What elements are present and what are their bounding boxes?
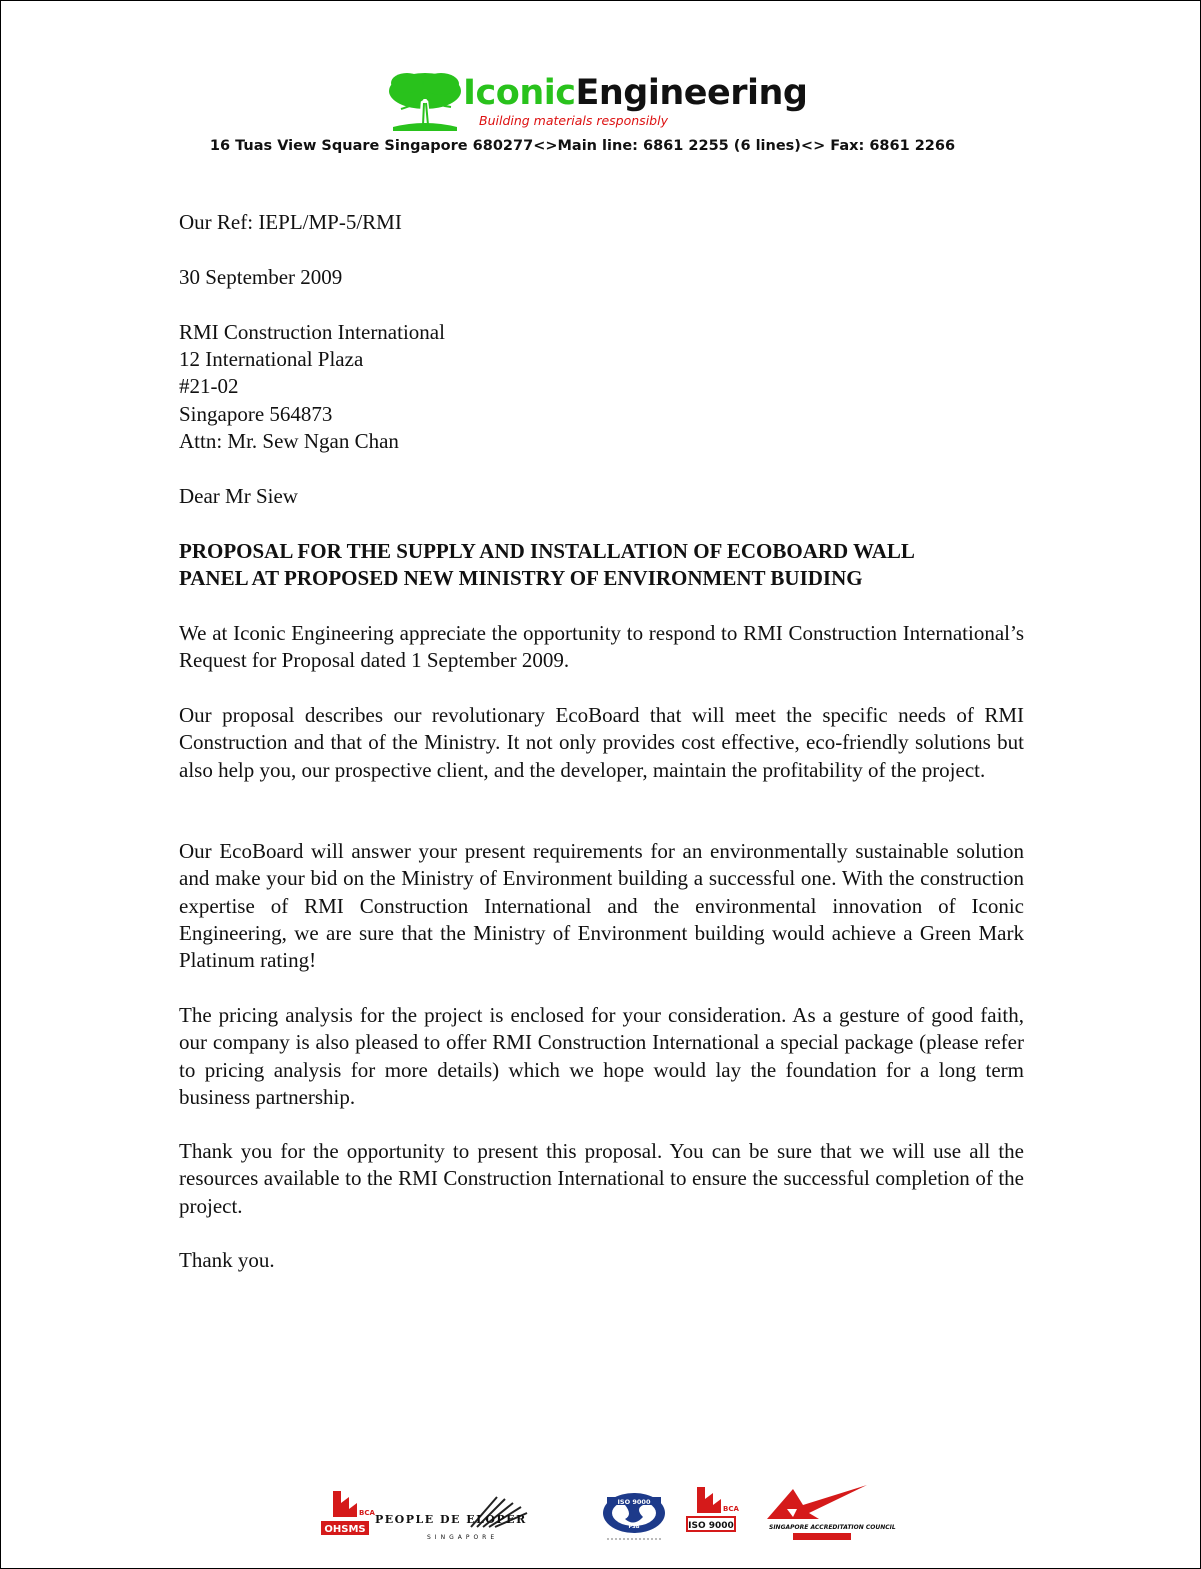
iso-psb-label: ISO 9000	[617, 1498, 651, 1506]
bca-ohsms-label: OHSMS	[324, 1524, 366, 1535]
subject-line: PROPOSAL FOR THE SUPPLY AND INSTALLATION OF ECOBOARD WALL	[179, 539, 915, 563]
letterhead	[1, 63, 1200, 135]
brand-part-engineering: Engineering	[575, 73, 808, 113]
salutation: Dear Mr Siew	[179, 484, 298, 508]
bca-iso-label: ISO 9000	[688, 1521, 734, 1531]
paragraph	[179, 1002, 1024, 1111]
closing: Thank you.	[179, 1248, 275, 1272]
iso-psb-sub: PSB	[628, 1524, 640, 1530]
recipient-line: RMI Construction International	[179, 320, 445, 344]
tree-icon	[385, 69, 463, 133]
paragraph-text: The pricing analysis for the project is enclosed for your consideration. As a gesture of good faith, our company is also pleased to offer RMI Construction International a special package (please refer to pricing analysis for more details) which we hope would lay the foundation for a long term business partnership.	[179, 1003, 1024, 1109]
paragraph-text: Our proposal describes our revolutionary EcoBoard that will meet the specific needs of RMI Construction and that of the Ministry. It not only provides cost effective, eco-friendly solutions but also help you, our prospective client, and the developer, maintain the profitability of the project.	[179, 703, 1024, 782]
reference-number: Our Ref: IEPL/MP-5/RMI	[179, 210, 402, 234]
bca-iso-logo	[685, 1483, 737, 1537]
people-developer-sub: SINGAPORE	[427, 1534, 499, 1541]
paragraph	[179, 838, 1024, 974]
certification-logos	[1, 1479, 1200, 1549]
letter-date: 30 September 2009	[179, 265, 343, 289]
paragraph	[179, 702, 1024, 784]
paragraph-text: Our EcoBoard will answer your present requirements for an environmentally sustainable solution and make your bid on the Ministry of Environment building a successful one. With the construction expertise of RMI Construction International and the environmental innovation of Iconic Engineering, we are sure that the Ministry of Environment building would achieve a Green Mark Platinum rating!	[179, 839, 1024, 973]
bca-icon	[319, 1487, 375, 1539]
recipient-line: 12 International Plaza	[179, 347, 364, 371]
people-developer-icon	[375, 1493, 563, 1543]
brand-tagline: Building materials responsibly	[479, 113, 668, 128]
paragraph-text: We at Iconic Engineering appreciate the opportunity to respond to RMI Construction International’s Request for Proposal dated 1 September 2009.	[179, 621, 1024, 673]
recipient-line: Singapore 564873	[179, 402, 333, 426]
bca-iso-icon	[685, 1483, 737, 1537]
bca-ohsms-top-label: BCA	[359, 1509, 375, 1517]
bca-iso-top-label: BCA	[723, 1505, 739, 1513]
company-address: 16 Tuas View Square Singapore 680277<>Main line: 6861 2255 (6 lines)<> Fax: 6861 2266	[209, 138, 956, 154]
singapore-accreditation-council-logo	[763, 1479, 896, 1543]
brand-part-iconic: Iconic	[463, 73, 576, 113]
sac-label: SINGAPORE ACCREDITATION COUNCIL	[769, 1524, 896, 1531]
paragraph-text: Thank you for the opportunity to present this proposal. You can be sure that we will use all the resources available to the RMI Construction International to ensure the successful completion of the project.	[179, 1139, 1024, 1218]
paragraph	[179, 620, 1024, 675]
iso-psb-icon	[601, 1483, 667, 1545]
recipient-line: #21-02	[179, 374, 239, 398]
brand-name	[463, 73, 807, 113]
people-developer-logo	[375, 1493, 563, 1543]
bca-ohsms-logo	[319, 1487, 375, 1539]
iso-9000-psb-logo	[601, 1483, 667, 1545]
recipient-line: Attn: Mr. Sew Ngan Chan	[179, 429, 399, 453]
paragraph	[179, 1138, 1024, 1220]
people-developer-label: PEOPLE DE ELOPER	[375, 1513, 527, 1526]
subject-line: PANEL AT PROPOSED NEW MINISTRY OF ENVIRONMENT BUIDING	[179, 566, 863, 590]
sac-icon	[763, 1479, 896, 1543]
